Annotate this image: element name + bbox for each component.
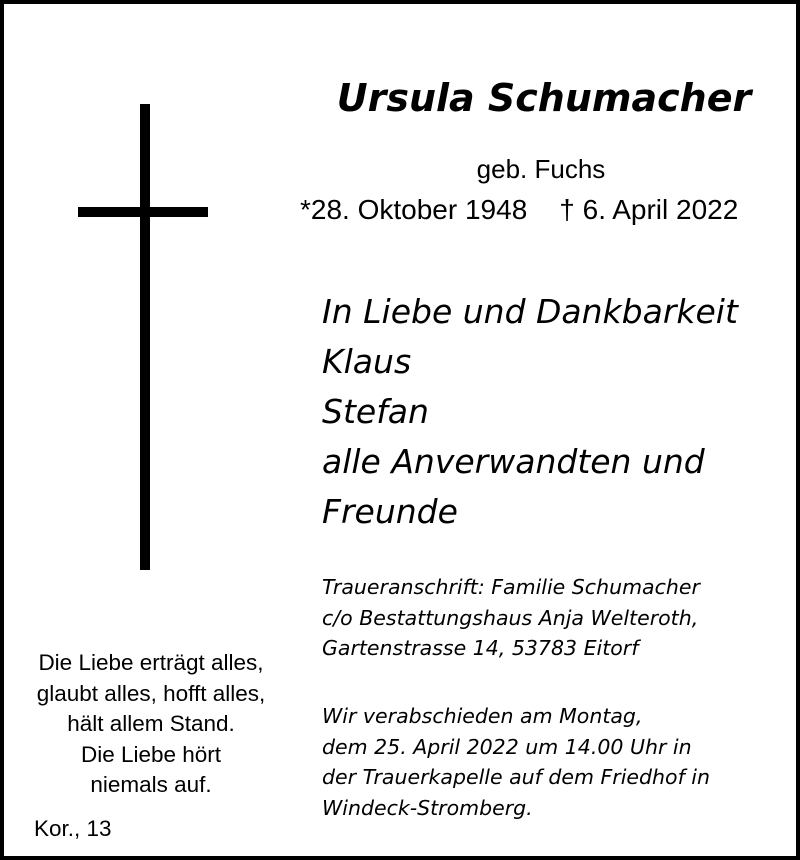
bible-verse — [22, 648, 280, 801]
mourning-address — [322, 572, 792, 664]
service-line: dem 25. April 2022 um 14.00 Uhr in — [322, 734, 692, 759]
verse-line: Die Liebe erträgt alles, — [38, 650, 264, 675]
cross-icon-horizontal-beam — [78, 207, 208, 217]
life-dates — [300, 194, 780, 226]
mourners-line: Stefan — [322, 392, 429, 431]
mourners-line: Freunde — [322, 492, 458, 531]
address-line: Traueranschrift: Familie Schumacher — [322, 575, 700, 599]
mourners-line: Klaus — [322, 342, 412, 381]
birth-date: *28. Oktober 1948 — [300, 194, 528, 225]
service-info — [322, 701, 792, 823]
cross-icon-vertical-beam — [140, 104, 150, 570]
address-line: c/o Bestattungshaus Anja Welteroth, — [322, 605, 699, 630]
service-line: der Trauerkapelle auf dem Friedhof in — [322, 765, 710, 789]
mourners-line: In Liebe und Dankbarkeit — [322, 292, 738, 331]
service-line: Windeck-Stromberg. — [322, 795, 533, 820]
verse-line: glaubt alles, hofft alles, — [36, 680, 266, 706]
verse-reference: Kor., 13 — [34, 816, 112, 841]
verse-line: niemals auf. — [90, 772, 212, 797]
address-line: Gartenstrasse 14, 53783 Eitorf — [322, 636, 639, 660]
death-date: † 6. April 2022 — [559, 194, 739, 225]
mourners-block — [322, 287, 782, 537]
birth-name: geb. Fuchs — [476, 154, 606, 184]
service-line: Wir verabschieden am Montag, — [322, 704, 643, 728]
verse-line: Die Liebe hört — [80, 741, 222, 767]
deceased-name: Ursula Schumacher — [336, 76, 752, 120]
mourners-line: alle Anverwandten und — [322, 442, 705, 481]
verse-line: hält allem Stand. — [67, 711, 235, 736]
